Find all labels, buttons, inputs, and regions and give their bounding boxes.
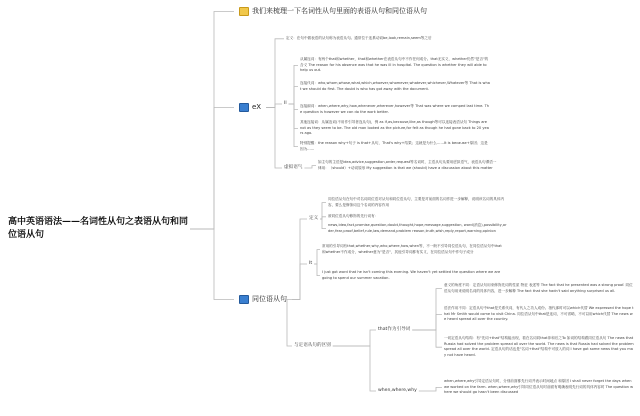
- that-item-text: 常用的引导词有that,whether,why,who,where,how,when等，不一般不引导同位语从句，在同位语从句中that和whether不作成分，whether意为"是否"，其他引导词都有实义，在同位语从句中作句子成分: [322, 244, 502, 254]
- predicative-definition: [286, 36, 486, 42]
- connector-line: [289, 87, 298, 104]
- subjunctive-mood-node[interactable]: [284, 165, 302, 171]
- predicative-be-node[interactable]: [284, 101, 287, 107]
- predicative-item: [300, 141, 490, 152]
- connector-line: [289, 104, 298, 110]
- difference-that-item: [444, 336, 634, 358]
- definition-item-text: 同位语从句在句中对名词同位语对从句和同位语从句，主要是对前面的名词作进一步解释，说明该名词的具体内容，要么是修饰词这个名词的内容作用: [328, 197, 505, 207]
- definition-item-text: 被同位语从句修饰的先行词有：: [328, 214, 379, 218]
- difference-that-item: [444, 283, 634, 294]
- connector-line: [266, 39, 284, 108]
- mood-text: 如主句的主语是idea,advice,suggestion,order,request等名词时，主语从句从要用虚拟语气，表语从句谓语一律用：（should）+动词原形 My suggestion is that we (should) have a discussion about this matter: [318, 160, 497, 170]
- connector-line: [333, 330, 376, 346]
- predicative-item-text: 连接代词：who,whom,whose,what,which,whoever,whomever,whatever,whichever,Whatever等 That is what we should do first. The doubt is who has got away with the document.: [300, 81, 490, 91]
- predicative-label: eX: [252, 103, 262, 111]
- connector-line: [287, 300, 292, 347]
- folder-icon: [239, 7, 249, 16]
- difference-that-text: 语法作用不同：定语从句中that是关系代词，有代人之功人成份。指代那时可以which代替 We expressed the hope that Mr Smith would come to visit China. 同位语从句中that是连词，不可省略，不可以用which代替 The news we heard spread all over the country.: [444, 306, 634, 322]
- connector-line: [419, 387, 442, 391]
- difference-that-text: 意义的角度不同：定语从句用来修饰先词的性质 特征 表述等 The fact that he presented was a strong proof. 同位语从句用来说明名词的具体内容，进一步解释 The fact that she hadn't said anything surprised us all.: [444, 283, 633, 293]
- intro-topic[interactable]: [236, 6, 442, 17]
- connector-line: [289, 65, 298, 104]
- predicative-item-text: 特别提醒：the reason why+句子 is that+从句，That's why+结果；这就是为什么……It is because+原因；这是因为……: [300, 141, 488, 151]
- connector-line: [412, 314, 442, 330]
- connector-line: [292, 219, 307, 300]
- root-title: 高中英语语法——名词性从句之表语从句和同位语从句: [8, 217, 189, 240]
- definition-label: 定义: [309, 216, 319, 221]
- that-label: It: [309, 261, 313, 266]
- difference-wh-content: when,where,why引导定语从句时，分别前面都先行词并表示时间地点 和原因 I shall never forget the days when we worked on the farm. when,where,why引导同位语从句时前面有明确表明先行词的具体内容时 The question where we should go hasn't been discussed: [444, 379, 634, 395]
- connector-line: [333, 346, 376, 391]
- difference-wh-label: when,where,why: [378, 388, 417, 393]
- predicative-item: [300, 57, 490, 74]
- connector-line: [320, 203, 326, 219]
- appositive-that-item: [322, 270, 502, 281]
- connector-line: [289, 104, 298, 128]
- appositive-that-item: [322, 244, 502, 255]
- difference-that-item: [444, 306, 634, 323]
- difference-that-label: that作为引导词: [378, 327, 411, 332]
- subjunctive-mood-text: [318, 160, 498, 171]
- difference-node[interactable]: [294, 343, 331, 349]
- appositive-definition-item: [328, 214, 508, 220]
- connector-line: [292, 264, 307, 300]
- appositive-that-node[interactable]: [309, 261, 312, 267]
- appositive-definition-item: [328, 197, 508, 208]
- predicative-definition-text: 定义：在句中做表语的从句称为表语从句。通常位于连系动词be,look,remain,seem等之后: [286, 36, 432, 40]
- connector-line: [266, 104, 282, 108]
- predicative-item-text: 其他连接词：从属连词(不用作引导者连从句)，例 as if,as,because,like,as though等可以连接表语从句 Things are not as they seem to be. The old man looked as the picture,for felt as though he had gone back to 20 years ago.: [300, 120, 489, 136]
- document-icon: [239, 295, 249, 304]
- appositive-definition-node[interactable]: [309, 216, 318, 222]
- that-item-text: I just got word that he isn't coming this evening. We haven't yet settled the question where we are going to spend our summer vacation.: [322, 270, 501, 280]
- connector-line: [190, 12, 234, 230]
- connector-line: [412, 289, 442, 330]
- connector-line: [314, 264, 320, 276]
- appositive-definition-item: [328, 223, 508, 234]
- predicative-item: [300, 120, 490, 137]
- difference-label: 与定语从句的区别: [294, 343, 331, 348]
- connector-line: [304, 166, 316, 168]
- be-label: Il: [284, 101, 287, 106]
- definition-item-text: news,idea,fact,promise,question,doubt,thought,hope,message,suggestion, word(消息),possibility,order,fear,proof,belief,rule,law,demand,problem reason,truth,wish,reply,report,warning,opinion: [328, 223, 507, 233]
- difference-that-text: 一切定语从句结构：有"先词+that"结构能出现，看在名词同that冲和后之To 如词的结构跟同位语从句 The news that Russia had solved the problem spread all over the world. The news is that Russia had solved the problem spread all over the world. 定语从句的话也是"名词+that"结构中可放入的词 I have got some news that you may not have heard.: [444, 336, 634, 357]
- connector-line: [320, 219, 326, 229]
- connector-line: [320, 217, 326, 219]
- document-icon: [239, 103, 249, 112]
- predicative-item-text: 连接副词：when,where,why,how,whenever,wherever,however等 That was where we camped last time. The question is however we can do the work better.: [300, 104, 490, 114]
- intro-label: 我们来梳理一下名词性从句里面的表语从句和同位语从句: [252, 7, 427, 15]
- difference-that-node[interactable]: [378, 327, 410, 333]
- connector-line: [289, 104, 298, 147]
- difference-wh-text: [444, 379, 634, 396]
- root-topic[interactable]: [8, 216, 188, 242]
- connector-line: [190, 229, 234, 300]
- connector-line: [412, 330, 442, 347]
- appositive-clause-topic[interactable]: [236, 294, 290, 305]
- predicative-item: [300, 81, 490, 92]
- predicative-clause-topic[interactable]: [236, 102, 264, 113]
- connector-line: [314, 250, 320, 264]
- connector-line: [190, 108, 234, 230]
- predicative-item-text: 从属连词：有两个that和whether，that和whether在表语从句中不作任何成分。that无实义，whether仍然"是否"的含义 The reason for his absence was that he was ill in hospital. The question is whether they will able to help us out.: [300, 57, 489, 73]
- difference-wh-node[interactable]: [378, 388, 417, 394]
- predicative-item: [300, 104, 490, 115]
- connector-line: [266, 108, 282, 169]
- mood-label: 虚拟语气: [284, 165, 303, 170]
- appositive-label: 同位语从句: [252, 295, 287, 303]
